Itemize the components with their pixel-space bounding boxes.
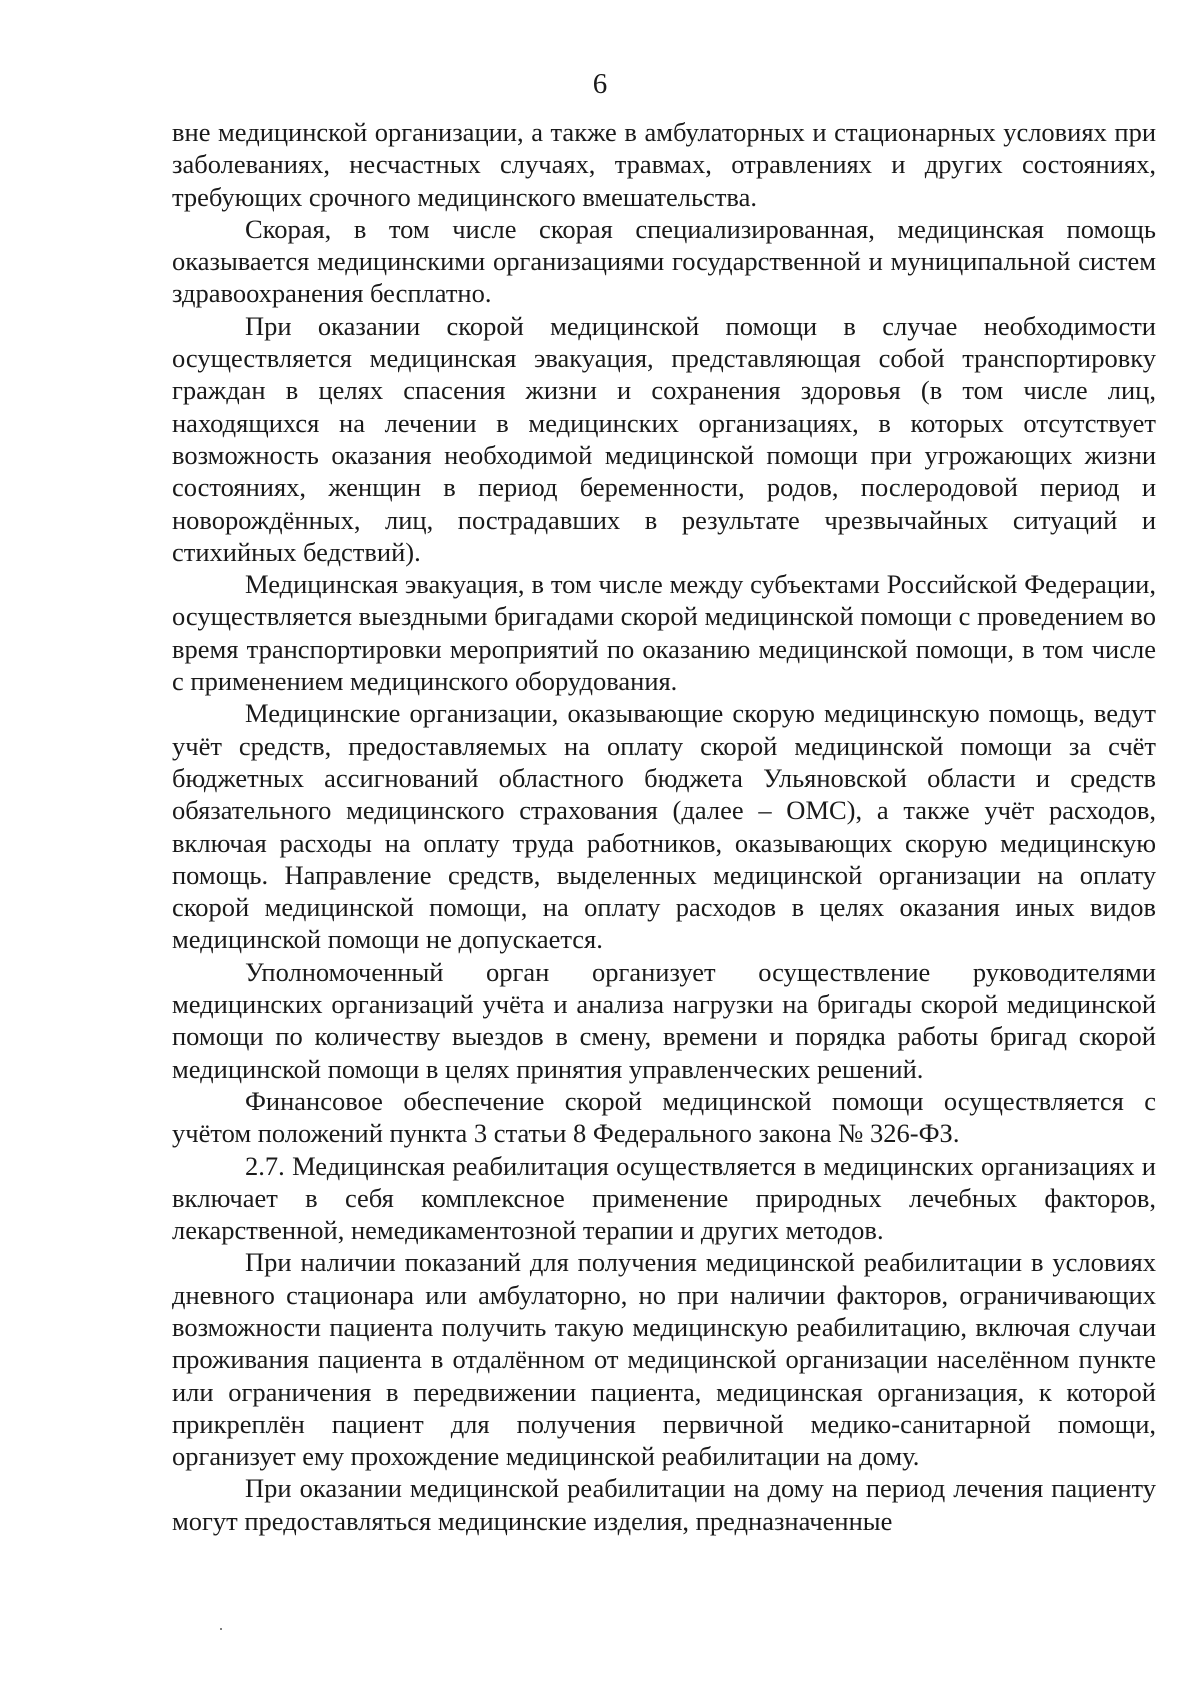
document-body bbox=[172, 116, 1156, 1537]
paragraph-2: Скорая, в том числе скорая специализированная, медицинская помощь оказывается медицинскими организациями государственной и муниципальной систем здравоохранения бесплатно. bbox=[172, 213, 1156, 309]
paragraph-9: При наличии показаний для получения медицинской реабилитации в условиях дневного стационара или амбулаторно, но при наличии факторов, ограничивающих возможности пациента получить такую медицинскую реабилитацию, включая случаи проживания пациента в отдалённом от медицинской организации населённом пункте или ограничения в передвижении пациента, медицинская организация, к которой прикреплён пациент для получения первичной медико-санитарной помощи, организует ему прохождение медицинской реабилитации на дому. bbox=[172, 1247, 1156, 1472]
paragraph-1: вне медицинской организации, а также в амбулаторных и стационарных условиях при заболеваниях, несчастных случаях, травмах, отравлениях и других состояниях, требующих срочного медицинского вмешательства. bbox=[172, 117, 1156, 212]
scan-speck bbox=[220, 1628, 222, 1630]
paragraph-7: Финансовое обеспечение скорой медицинской помощи осуществляется с учётом положений пункта 3 статьи 8 Федерального закона № 326-ФЗ. bbox=[172, 1085, 1156, 1149]
paragraph-4: Медицинская эвакуация, в том числе между субъектами Российской Федерации, осуществляется выездными бригадами скорой медицинской помощи с проведением во время транспортировки мероприятий по оказанию медицинской помощи, в том числе с применением медицинского оборудования. bbox=[172, 569, 1156, 697]
paragraph-5: Медицинские организации, оказывающие скорую медицинскую помощь, ведут учёт средств, предоставляемых на оплату скорой медицинской помощи за счёт бюджетных ассигнований областного бюджета Ульяновской области и средств обязательного медицинского страхования (далее – ОМС), а также учёт расходов, включая расходы на оплату труда работников, оказывающих скорую медицинскую помощь. Направление средств, выделенных медицинской организации на оплату скорой медицинской помощи, на оплату расходов в целях оказания иных видов медицинской помощи не допускается. bbox=[172, 698, 1156, 955]
paragraph-6: Уполномоченный орган организует осуществление руководителями медицинских организаций учёта и анализа нагрузки на бригады скорой медицинской помощи по количеству выездов в смену, времени и порядка работы бригад скорой медицинской помощи в целях принятия управленческих решений. bbox=[172, 956, 1156, 1084]
page-number: 6 bbox=[592, 68, 608, 100]
paragraph-10: При оказании медицинской реабилитации на дому на период лечения пациенту могут предоставляться медицинские изделия, предназначенные bbox=[172, 1473, 1156, 1536]
paragraph-8: 2.7. Медицинская реабилитация осуществляется в медицинских организациях и включает в себя комплексное применение природных лечебных факторов, лекарственной, немедикаментозной терапии и других методов. bbox=[172, 1150, 1156, 1246]
paragraph-3: При оказании скорой медицинской помощи в случае необходимости осуществляется медицинская эвакуация, представляющая собой транспортировку граждан в целях спасения жизни и сохранения здоровья (в том числе лиц, находящихся на лечении в медицинских организациях, в которых отсутствует возможность оказания необходимой медицинской помощи при угрожающих жизни состояниях, женщин в период беременности, родов, послеродовой период и новорождённых, лиц, пострадавших в результате чрезвычайных ситуаций и стихийных бедствий). bbox=[172, 310, 1156, 567]
